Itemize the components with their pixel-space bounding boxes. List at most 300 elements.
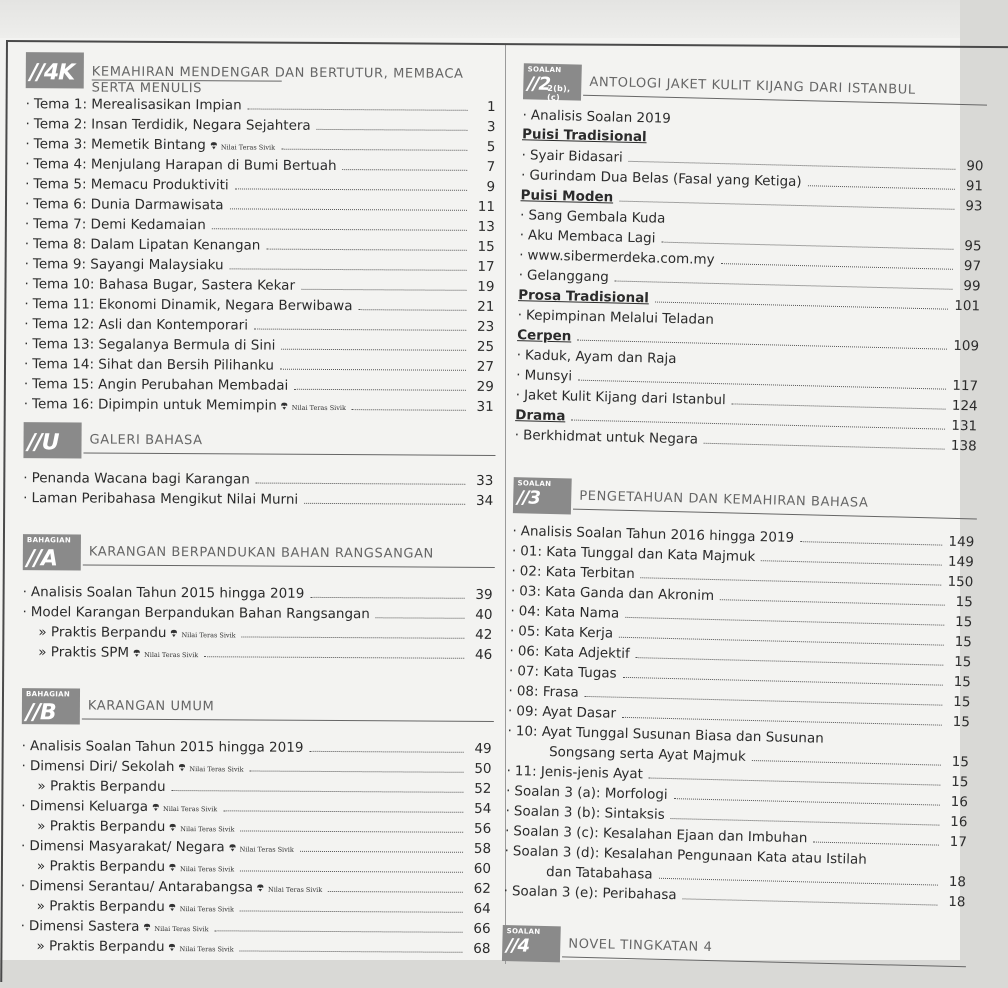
entry-label: [503, 881, 677, 905]
toc-entry[interactable]: [25, 214, 495, 237]
leader-dots: [204, 656, 464, 659]
leader-dots: [358, 309, 466, 311]
toc-list: [20, 94, 500, 417]
page-number: 27: [476, 358, 495, 375]
entry-text: 11: Jenis-jenis Ayat: [514, 763, 644, 783]
page-number: 19: [477, 278, 495, 295]
section-title: KARANGAN BERPANDUKAN BAHAN RANGSANGAN: [88, 544, 434, 562]
entry-text: 02: Kata Terbitan: [519, 563, 635, 583]
bullet: ·: [21, 758, 26, 775]
civic-value-label: Nilai Teras Sivik: [220, 143, 276, 152]
leader-dots: [671, 818, 940, 826]
badge-code: //2: [527, 73, 551, 95]
section-b: [16, 688, 496, 959]
civic-value-icon: [209, 141, 218, 150]
leader-dots: [376, 617, 465, 619]
section-rule: [83, 564, 495, 568]
entry-label: [22, 602, 369, 624]
page-number: 58: [473, 840, 492, 857]
toc-list: [16, 736, 495, 959]
entry-label: [25, 214, 206, 235]
page-number: 15: [951, 753, 970, 771]
leader-dots: [721, 263, 953, 270]
section-title: [92, 65, 496, 98]
page-number: 60: [473, 860, 491, 877]
toc-entry[interactable]: [24, 394, 494, 417]
entry-label: [518, 265, 609, 287]
page-number: 15: [952, 713, 971, 731]
entry-text: » Praktis Berpandu: [37, 818, 166, 835]
section-novel-header: [498, 925, 969, 976]
leader-dots: [281, 349, 466, 351]
page-number: 101: [954, 297, 981, 315]
badge-code: //4K: [29, 60, 75, 86]
page-number: 40: [475, 606, 493, 623]
civic-value-icon: [132, 649, 141, 658]
leader-dots: [649, 778, 941, 786]
entry-label: [24, 274, 295, 296]
page-number: 16: [950, 813, 968, 831]
entry-label: [546, 862, 653, 885]
bullet: ·: [21, 838, 26, 855]
entry-text: 09: Ayat Dasar: [516, 703, 617, 722]
page-number: 31: [476, 398, 494, 415]
entry-label: [24, 374, 288, 396]
leader-dots: [352, 409, 466, 411]
bullet: ·: [24, 256, 29, 273]
bullet: ·: [504, 843, 510, 860]
badge-code: //3: [516, 487, 541, 509]
page-number: 150: [947, 573, 974, 591]
toc-entry[interactable]: [21, 916, 491, 939]
bullet: ·: [516, 367, 521, 384]
page-number: 50: [474, 760, 492, 777]
page-number: 29: [476, 378, 494, 395]
leader-dots: [254, 329, 466, 331]
entry-label: [515, 425, 699, 449]
entry-text: 01: Kata Tunggal dan Kata Majmuk: [520, 543, 756, 566]
entry-text: Tema 8: Dalam Lipatan Kenangan: [33, 236, 261, 254]
entry-text: Dimensi Serantau/ Antarabangsa: [29, 878, 254, 896]
bullet: ·: [509, 623, 515, 640]
entry-text: Jaket Kulit Kijang dari Istanbul: [523, 387, 726, 409]
toc-entry[interactable]: [23, 488, 493, 511]
leader-dots: [248, 108, 468, 110]
entry-label: [509, 661, 617, 684]
leader-dots: [328, 891, 463, 893]
leader-dots: [800, 541, 942, 545]
page-number: 7: [486, 158, 496, 175]
page-number: 11: [477, 198, 496, 215]
entry-text: Sang Gembala Kuda: [528, 207, 666, 227]
leader-dots: [266, 249, 466, 251]
entry-text: Tema 3: Memetik Bintang: [33, 136, 206, 154]
leader-dots: [343, 169, 468, 171]
section-title-line1: KEMAHIRAN MENDENGAR DAN BERTUTUR, MEMBACA: [91, 64, 464, 82]
entry-text: Soalan 3 (a): Morfologi: [514, 783, 668, 803]
entry-text: » Praktis Berpandu: [36, 898, 165, 915]
entry-label: [24, 294, 352, 316]
entry-label: [508, 701, 616, 724]
section-title: KARANGAN UMUM: [87, 698, 215, 715]
entry-text: Dimensi Diri/ Sekolah: [29, 758, 175, 776]
page-frame: [0, 40, 1008, 988]
civic-value-label: Nilai Teras Sivik: [179, 945, 234, 954]
section-badge: [502, 925, 561, 962]
entry-label: [25, 254, 224, 275]
entry-text: Berkhidmat untuk Negara: [522, 427, 699, 448]
leader-dots: [215, 930, 463, 933]
bullet: ·: [24, 316, 29, 333]
page-number: 15: [953, 653, 972, 671]
entry-text: Tema 11: Ekonomi Dinamik, Negara Berwibawa: [32, 296, 353, 315]
civic-value-icon: [177, 763, 186, 772]
leader-dots: [294, 389, 466, 391]
page-number: 149: [948, 533, 975, 551]
page-number: 46: [475, 646, 493, 663]
civic-value-label: Nilai Teras Sivik: [180, 825, 235, 834]
bullet: ·: [508, 683, 514, 700]
leader-dots: [761, 560, 942, 565]
entry-label: [25, 174, 229, 195]
civic-value-label: Nilai Teras Sivik: [267, 885, 323, 894]
bullet: ·: [23, 470, 28, 487]
page-number: 109: [953, 337, 980, 355]
civic-value-icon: [228, 843, 237, 852]
leader-dots: [281, 149, 467, 151]
subheading: Prosa Tradisional: [518, 287, 650, 307]
entry-text: Analisis Soalan 2019: [530, 107, 672, 127]
entry-text: Kaduk, Ayam dan Raja: [524, 347, 677, 368]
entry-label: [25, 114, 310, 136]
entry-label: [24, 354, 274, 376]
page-number: 54: [474, 800, 492, 817]
entry-label: [24, 314, 248, 335]
section-a: [18, 534, 497, 665]
bullet: ·: [24, 236, 30, 253]
bullet: ·: [510, 603, 515, 620]
page-number: [957, 370, 979, 371]
leader-dots: [301, 289, 466, 291]
bullet: ·: [519, 227, 525, 244]
badge-label: BAHAGIAN: [26, 536, 72, 545]
section-rule: [83, 452, 495, 456]
entry-text: dan Tatabahasa: [545, 864, 653, 883]
bullet: ·: [25, 96, 30, 113]
toc-entry[interactable]: [26, 94, 496, 117]
toc-entry[interactable]: [24, 294, 494, 317]
civic-value-icon: [151, 803, 160, 812]
bullet: ·: [511, 543, 517, 560]
leader-dots: [310, 597, 464, 599]
entry-text: Tema 7: Demi Kedamaian: [33, 216, 206, 234]
leader-dots: [212, 228, 467, 231]
entry-text: Tema 9: Sayangi Malaysiaku: [32, 256, 224, 274]
bullet: ·: [511, 563, 516, 580]
leader-dots: [309, 751, 463, 753]
entry-text: Tema 15: Angin Perubahan Membadai: [32, 376, 289, 394]
bullet: ·: [507, 723, 513, 740]
bullet: ·: [520, 167, 526, 184]
page-number: 15: [951, 773, 969, 791]
entry-label: [508, 681, 579, 703]
civic-value-label: Nilai Teras Sivik: [154, 924, 209, 934]
page-number: 1: [486, 98, 496, 115]
page-number: 18: [948, 893, 966, 911]
section-4k-header: [22, 52, 500, 95]
leader-dots: [720, 599, 945, 605]
bullet: ·: [507, 703, 513, 720]
entry-text: 03: Kata Ganda dan Akronim: [519, 583, 715, 605]
badge-label: SOALAN: [527, 65, 562, 75]
page-number: [962, 149, 984, 150]
page-number: [944, 866, 966, 867]
page-number: 117: [952, 377, 979, 395]
page-number: 15: [953, 673, 972, 691]
entry-text: Kepimpinan Melalui Teladan: [525, 307, 715, 328]
section-u: [19, 422, 498, 511]
page-number: 149: [947, 553, 975, 571]
entry-label: [38, 642, 198, 665]
toc-list: [499, 521, 978, 912]
page-number: 3: [486, 118, 496, 135]
entry-text: 05: Kata Kerja: [518, 623, 614, 642]
bullet: ·: [518, 267, 524, 284]
civic-value-icon: [280, 402, 289, 411]
entry-text: Soalan 3 (d): Kesalahan Pengunaan Kata atau Istilah: [512, 843, 867, 868]
section-title: ANTOLOGI JAKET KULIT KIJANG DARI ISTANBUL: [589, 74, 916, 98]
toc-entry[interactable]: [24, 334, 494, 357]
toc-entry[interactable]: [22, 642, 492, 665]
entry-text: » Praktis Berpandu: [37, 778, 166, 795]
toc-entry[interactable]: [25, 114, 495, 137]
page-number: 16: [950, 793, 969, 811]
leader-dots: [256, 483, 466, 485]
entry-label: [25, 234, 261, 255]
badge-sub: 2(b),(c): [546, 83, 571, 103]
civic-value-label: Nilai Teras Sivik: [239, 845, 294, 854]
leader-dots: [661, 242, 953, 250]
bullet: ·: [24, 296, 29, 313]
bullet: ·: [22, 604, 27, 621]
page-number: 5: [486, 138, 496, 155]
toc-entry[interactable]: [24, 274, 494, 297]
entry-text: Tema 14: Sihat dan Bersih Pilihanku: [32, 356, 274, 374]
toc-list: [511, 105, 989, 456]
bullet: ·: [23, 396, 29, 413]
leader-dots: [240, 950, 463, 952]
toc-entry[interactable]: [21, 896, 491, 919]
bullet: ·: [505, 783, 511, 800]
subheading: Puisi Tradisional: [521, 126, 647, 146]
leader-dots: [223, 810, 463, 812]
section-title: NOVEL TINGKATAN 4: [568, 936, 713, 956]
leader-dots: [732, 403, 946, 409]
entry-label: [24, 394, 346, 418]
page-number: 15: [954, 633, 973, 651]
civic-value-icon: [168, 823, 177, 832]
entry-text: Soalan 3 (e): Peribahasa: [511, 883, 677, 904]
section-u-header: [19, 422, 497, 465]
entry-label: [23, 488, 298, 510]
leader-dots: [280, 369, 466, 371]
page-number: 64: [473, 900, 491, 917]
toc-entry[interactable]: [25, 174, 495, 197]
entry-text: Penanda Wacana bagi Karangan: [31, 470, 250, 488]
section-title: GALERI BAHASA: [89, 432, 203, 449]
entry-text: Tema 1: Merealisasikan Impian: [33, 96, 242, 114]
leader-dots: [172, 790, 464, 793]
bullet: ·: [512, 523, 517, 540]
leader-dots: [240, 870, 463, 872]
leader-dots: [230, 208, 467, 210]
badge-code: //B: [25, 700, 56, 726]
page-number: 138: [950, 437, 977, 455]
page-number: 95: [964, 238, 982, 255]
leader-dots: [813, 842, 939, 846]
entry-label: [521, 145, 623, 167]
toc-entry[interactable]: [20, 936, 490, 959]
section-4k: [20, 52, 500, 417]
leader-dots: [674, 798, 940, 806]
toc-list: [19, 468, 497, 511]
entry-text: Gelanggang: [526, 267, 610, 286]
section-title-line2: SERTA MENULIS: [92, 80, 282, 97]
toc-entry[interactable]: [24, 314, 494, 337]
bullet: ·: [506, 763, 512, 780]
section-novel: [498, 925, 969, 976]
entry-text: Analisis Soalan Tahun 2015 hingga 2019: [30, 584, 305, 602]
entry-text: Tema 4: Menjulang Harapan di Bumi Bertuah: [33, 156, 337, 175]
toc-entry[interactable]: [25, 254, 495, 277]
entry-text: 04: Kata Nama: [518, 603, 620, 622]
entry-label: [26, 94, 242, 115]
entry-text: Analisis Soalan Tahun 2016 hingga 2019: [520, 523, 795, 546]
page-top-shadow: [0, 0, 960, 38]
leader-dots: [655, 302, 948, 310]
page-number: 18: [948, 873, 967, 891]
toc-entry[interactable]: [25, 234, 495, 257]
entry-label: [25, 194, 224, 215]
entry-label: [24, 334, 275, 356]
entry-text: Tema 12: Asli dan Kontemporari: [32, 316, 249, 334]
bullet: ·: [24, 336, 29, 353]
subheading: Drama: [515, 407, 566, 425]
entry-text: » Praktis SPM: [38, 644, 130, 661]
entry-label: [23, 582, 305, 604]
page-number: 17: [949, 833, 968, 851]
bullet: ·: [23, 490, 28, 507]
toc-entry[interactable]: [21, 876, 491, 899]
civic-value-icon: [168, 903, 177, 912]
bullet: ·: [509, 643, 514, 660]
badge-label: SOALAN: [517, 479, 552, 489]
section-pengetahuan-header: [509, 477, 980, 528]
civic-value-icon: [169, 629, 178, 638]
entry-text: Munsyi: [524, 367, 573, 385]
page-number: [962, 130, 984, 131]
bullet: ·: [515, 387, 521, 404]
bullet: ·: [25, 136, 30, 153]
leader-dots: [683, 898, 938, 905]
bullet: ·: [24, 276, 29, 293]
page-number: 15: [954, 613, 973, 631]
section-b-header: [18, 688, 496, 731]
page-number: 99: [963, 278, 981, 295]
page-number: 13: [477, 218, 495, 235]
toc-entry[interactable]: [25, 194, 495, 217]
entry-text: Soalan 3 (b): Sintaksis: [513, 803, 665, 823]
entry-text: Model Karangan Berpandukan Bahan Rangsangan: [30, 604, 370, 623]
leader-dots: [808, 185, 955, 190]
page-number: 25: [476, 338, 495, 355]
section-badge: [22, 688, 80, 724]
page-number: 93: [965, 198, 983, 215]
bullet: ·: [514, 427, 520, 444]
leader-dots: [659, 878, 938, 886]
page-number: 33: [476, 472, 494, 489]
entry-text: Dimensi Keluarga: [29, 798, 149, 815]
civic-value-label: Nilai Teras Sivik: [189, 765, 244, 774]
entry-text: Tema 16: Dipimpin untuk Memimpin: [32, 396, 277, 414]
leader-dots: [752, 760, 941, 766]
civic-value-icon: [168, 863, 177, 872]
page-number: 9: [486, 178, 496, 195]
section-pengetahuan: [499, 477, 979, 912]
subheading: Puisi Moden: [520, 187, 614, 206]
bullet: ·: [521, 147, 527, 164]
entry-text: Syair Bidasari: [529, 147, 623, 166]
leader-dots: [250, 771, 464, 773]
entry-text: Tema 5: Memacu Produktiviti: [33, 176, 229, 194]
section-badge: [23, 422, 81, 458]
badge-label: SOALAN: [506, 927, 541, 936]
page-number: 124: [951, 397, 978, 415]
toc-entry[interactable]: [25, 134, 495, 157]
civic-value-label: Nilai Teras Sivik: [291, 403, 346, 413]
bullet: ·: [23, 376, 29, 393]
page-number: 17: [477, 258, 495, 275]
bullet: ·: [508, 663, 514, 680]
entry-text: Gurindam Dua Belas (Fasal yang Ketiga): [529, 167, 802, 191]
entry-text: 10: Ayat Tunggal Susunan Biasa dan Susunan: [515, 723, 824, 747]
toc-entry[interactable]: [25, 154, 495, 177]
badge-label: BAHAGIAN: [25, 690, 71, 699]
entry-label: [510, 621, 614, 644]
bullet: ·: [510, 583, 516, 600]
bullet: ·: [505, 803, 511, 820]
entry-label: [516, 365, 572, 386]
page-number: 68: [473, 940, 491, 957]
bullet: ·: [24, 196, 30, 213]
left-column: [20, 42, 500, 957]
bullet: ·: [25, 156, 30, 173]
entry-text: Dimensi Masyarakat/ Negara: [29, 838, 225, 856]
subheading: Cerpen: [517, 327, 572, 345]
bullet: ·: [25, 116, 30, 133]
entry-text: Tema 6: Dunia Darmawisata: [33, 196, 224, 214]
section-badge: [26, 52, 84, 88]
page-number: 97: [963, 258, 982, 275]
leader-dots: [304, 503, 465, 505]
entry-text: Tema 13: Segalanya Bermula di Sini: [32, 336, 276, 354]
entry-text: Songsang serta Ayat Majmuk: [548, 744, 746, 765]
page-number: 91: [965, 178, 984, 195]
entry-text: Dimensi Sastera: [28, 918, 140, 935]
leader-dots: [300, 851, 463, 853]
bullet: ·: [21, 798, 26, 815]
page-number: [957, 330, 979, 331]
